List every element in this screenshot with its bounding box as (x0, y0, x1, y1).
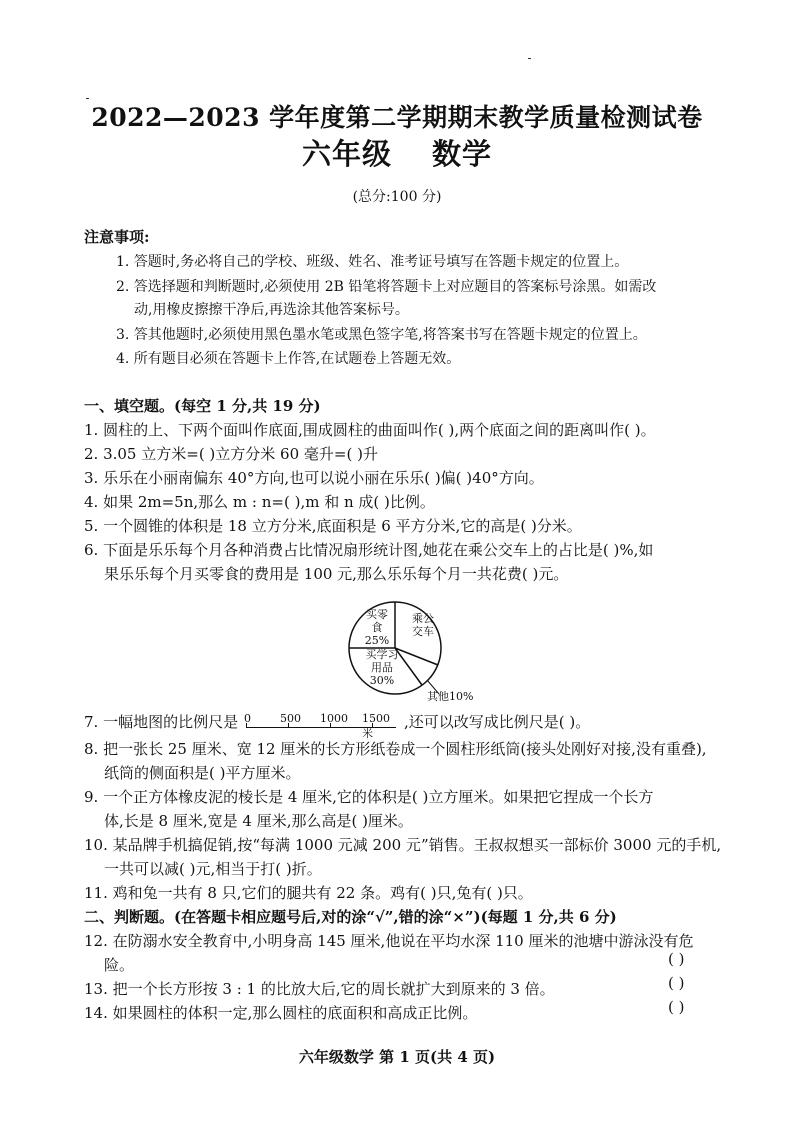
page-footer: 六年级数学 第 1 页(共 4 页) (298, 1048, 496, 1066)
question-11: 11. 鸡和兔一共有 8 只,它们的腿共有 22 条。鸡有( )只,兔有( )只。 (84, 884, 533, 902)
question-5: 5. 一个圆锥的体积是 18 立方分米,底面积是 6 平方分米,它的高是( )分米。 (84, 517, 582, 535)
scale-line (246, 727, 396, 728)
notice-item: 动,用橡皮擦擦干净后,再选涂其他答案标号。 (134, 302, 409, 318)
question-6-cont: 果乐乐每个月买零食的费用是 100 元,那么乐乐每个月一共花费( )元。 (104, 565, 569, 583)
pie-label-study: 买学习 用品 30% (365, 648, 399, 687)
grade-label: 六年级 (301, 137, 392, 171)
question-9-cont: 体,长是 8 厘米,宽是 4 厘米,那么高是( )厘米。 (104, 812, 413, 830)
question-7-prefix: 7. 一幅地图的比例尺是 (84, 713, 239, 731)
question-1: 1. 圆柱的上、下两个面叫作底面,围成圆柱的曲面叫作( ),两个底面之间的距离叫作( )。 (84, 421, 656, 439)
question-4: 4. 如果 2m=5n,那么 m : n=( ),m 和 n 成( )比例。 (84, 493, 435, 511)
scale-tick (246, 723, 247, 728)
answer-paren: ( ) (668, 950, 685, 968)
scale-label: 500 (280, 712, 301, 725)
question-8: 8. 把一张长 25 厘米、宽 12 厘米的长方形纸卷成一个圆柱形纸筒(接头处刚好对接,没有重叠), (84, 740, 707, 758)
section2-heading: 二、判断题。(在答题卡相应题号后,对的涂“√”,错的涂“×”)(每题 1 分,共 6 分) (84, 908, 617, 926)
question-3: 3. 乐乐在小丽南偏东 40°方向,也可以说小丽在乐乐( )偏( )40°方向。 (84, 469, 544, 487)
subject-label: 数学 (432, 137, 493, 171)
question-8-cont: 纸筒的侧面积是( )平方厘米。 (104, 764, 301, 782)
answer-paren: ( ) (668, 974, 685, 992)
notice-heading: 注意事项: (84, 228, 150, 246)
notice-item: 1. 答题时,务必将自己的学校、班级、姓名、准考证号填写在答题卡规定的位置上。 (116, 254, 629, 270)
question-14: 14. 如果圆柱的体积一定,那么圆柱的底面积和高成正比例。 (84, 1004, 478, 1022)
exam-title: 2022—2023 学年度第二学期期末教学质量检测试卷 (91, 103, 703, 132)
consumption-pie-chart (345, 598, 474, 712)
notice-item: 3. 答其他题时,必须使用黑色墨水笔或黑色签字笔,将答案书写在答题卡规定的位置上。 (116, 327, 647, 343)
scale-bar (244, 712, 396, 740)
pie-label-snacks: 买零食 25% (364, 608, 390, 647)
question-10: 10. 某品牌手机搞促销,按“每满 1000 元减 200 元”销售。王叔叔想买一部标价 3000 元的手机, (84, 836, 722, 854)
section1-heading: 一、填空题。(每空 1 分,共 19 分) (84, 397, 321, 415)
pie-label-bus: 乘公 交车 (412, 612, 434, 638)
question-7-suffix: ,还可以改写成比例尺是( )。 (404, 713, 591, 731)
notice-item: 2. 答选择题和判断题时,必须使用 2B 铅笔将答题卡上对应题目的答案标号涂黑。如需改 (116, 279, 657, 295)
question-12: 12. 在防溺水安全教育中,小明身高 145 厘米,他说在平均水深 110 厘米的池塘中游泳没有危 (84, 932, 694, 950)
scale-tick (330, 723, 331, 728)
exam-subtitle (0, 132, 794, 173)
scale-label: 1500米 (362, 712, 390, 740)
scale-tick (372, 723, 373, 728)
notice-item: 4. 所有题目必须在答题卡上作答,在试题卷上答题无效。 (116, 351, 461, 367)
scale-label: 0 (244, 712, 251, 725)
question-2: 2. 3.05 立方米=( )立方分米 60 毫升=( )升 (84, 445, 378, 463)
question-10-cont: 一共可以减( )元,相当于打( )折。 (104, 860, 322, 878)
scale-tick (288, 723, 289, 728)
scan-mark (528, 58, 531, 59)
pie-label-other: 其他10% (427, 690, 474, 703)
question-13: 13. 把一个长方形按 3 : 1 的比放大后,它的周长就扩大到原来的 3 倍。 (84, 980, 555, 998)
question-12-cont: 险。 (104, 956, 135, 974)
scale-label: 1000 (320, 712, 348, 725)
question-9: 9. 一个正方体橡皮泥的棱长是 4 厘米,它的体积是( )立方厘米。如果把它捏成一个长方 (84, 788, 654, 806)
total-score: (总分:100 分) (352, 189, 442, 205)
answer-paren: ( ) (668, 998, 685, 1016)
question-6: 6. 下面是乐乐每个月各种消费占比情况扇形统计图,她花在乘公交车上的占比是( )%,如 (84, 541, 654, 559)
